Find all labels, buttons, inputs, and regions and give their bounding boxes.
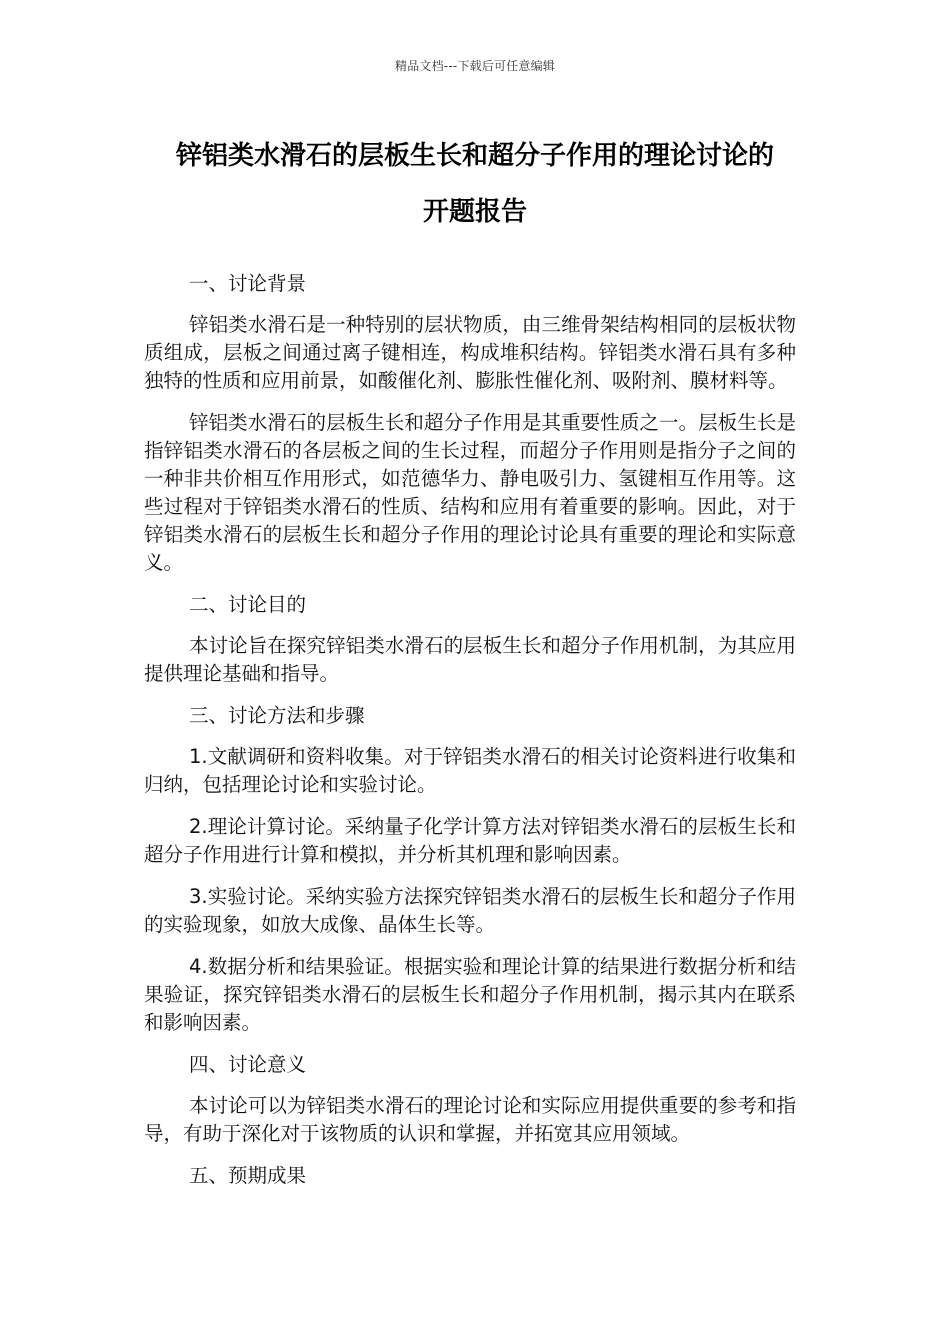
document-body: [144, 270, 796, 1203]
paragraph-background-2: 锌铝类水滑石的层板生长和超分子作用是其重要性质之一。层板生长是指锌铝类水滑石的各层板之间的生长过程，而超分子作用则是指分子之间的一种非共价相互作用形式，如范德华力、静电吸引力、氢键相互作用等。这些过程对于锌铝类水滑石的性质、结构和应用有着重要的影响。因此，对于锌铝类水滑石的层板生长和超分子作用的理论讨论具有重要的理论和实际意义。: [144, 411, 796, 574]
paragraph-significance: 本讨论可以为锌铝类水滑石的理论讨论和实际应用提供重要的参考和指导，有助于深化对于该物质的认识和掌握，并拓宽其应用领域。: [144, 1094, 796, 1145]
title-line-2: 开题报告: [422, 197, 527, 227]
method-step-1: 1.文献调研和资料收集。对于锌铝类水滑石的相关讨论资料进行收集和归纳，包括理论讨论和实验讨论。: [144, 745, 796, 796]
section-heading-significance: 四、讨论意义: [189, 1053, 307, 1076]
section-heading-expected-results: 五、预期成果: [189, 1164, 307, 1187]
document-title: [140, 128, 810, 240]
section-heading-purpose: 二、讨论目的: [189, 593, 307, 616]
method-step-4: 4.数据分析和结果验证。根据实验和理论计算的结果进行数据分析和结果验证，探究锌铝类水滑石的层板生长和超分子作用机制，揭示其内在联系和影响因素。: [144, 955, 796, 1034]
section-heading-background: 一、讨论背景: [189, 272, 307, 295]
paragraph-purpose: 本讨论旨在探究锌铝类水滑石的层板生长和超分子作用机制，为其应用提供理论基础和指导。: [144, 634, 796, 685]
section-heading-methods: 三、讨论方法和步骤: [189, 704, 365, 727]
method-step-3: 3.实验讨论。采纳实验方法探究锌铝类水滑石的层板生长和超分子作用的实验现象，如放大成像、晶体生长等。: [144, 885, 796, 936]
page-header-note: 精品文档---下载后可任意编辑: [395, 59, 555, 73]
paragraph-background-1: 锌铝类水滑石是一种特别的层状物质，由三维骨架结构相同的层板状物质组成，层板之间通过离子键相连，构成堆积结构。锌铝类水滑石具有多种独特的性质和应用前景，如酸催化剂、膨胀性催化剂、吸附剂、膜材料等。: [144, 313, 796, 392]
method-step-2: 2.理论计算讨论。采纳量子化学计算方法对锌铝类水滑石的层板生长和超分子作用进行计算和模拟，并分析其机理和影响因素。: [144, 815, 796, 866]
title-line-1: 锌铝类水滑石的层板生长和超分子作用的理论讨论的: [175, 141, 774, 171]
